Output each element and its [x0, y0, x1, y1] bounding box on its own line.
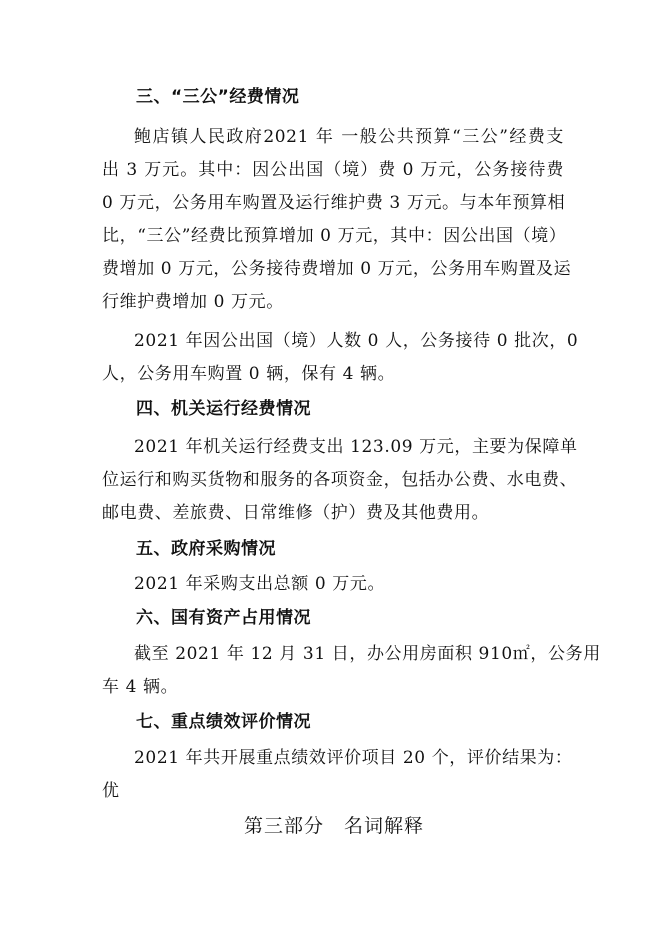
section-3-para2-line-1: 2021 年因公出国（境）人数 0 人，公务接待 0 批次，0	[134, 331, 579, 351]
section-3-para1-line-6: 行维护费增加 0 万元。	[102, 292, 284, 312]
section-4-heading: 四、机关运行经费情况	[136, 399, 311, 419]
section-3-para1-line-4: 比，“三公”经费比预算增加 0 万元，其中：因公出国（境）	[102, 226, 567, 246]
section-5-para1-line-1: 2021 年采购支出总额 0 万元。	[134, 574, 386, 594]
section-4-para1-line-1: 2021 年机关运行经费支出 123.09 万元，主要为保障单	[134, 437, 578, 457]
section-7-para1-line-2: 优	[102, 781, 120, 801]
section-5-heading: 五、政府采购情况	[136, 539, 276, 559]
section-6-para1-line-2: 车 4 辆。	[102, 677, 179, 697]
section-3-para1-line-2: 出 3 万元。其中：因公出国（境）费 0 万元，公务接待费	[102, 160, 564, 180]
part-3-title: 第三部分 名词解释	[244, 815, 425, 837]
section-3-para1-line-3: 0 万元，公务用车购置及运行维护费 3 万元。与本年预算相	[102, 193, 566, 213]
section-4-para1-line-3: 邮电费、差旅费、日常维修（护）费及其他费用。	[102, 503, 490, 523]
section-3-para1-line-1: 鲍店镇人民政府2021 年 一般公共预算“三公”经费支	[134, 127, 564, 147]
section-6-heading: 六、国有资产占用情况	[136, 608, 311, 628]
section-3-para2-line-2: 人，公务用车购置 0 辆，保有 4 辆。	[102, 364, 396, 384]
section-4-para1-line-2: 位运行和购买货物和服务的各项资金，包括办公费、水电费、	[102, 470, 578, 490]
section-3-para1-line-5: 费增加 0 万元，公务接待费增加 0 万元，公务用车购置及运	[102, 259, 572, 279]
section-6-para1-line-1: 截至 2021 年 12 月 31 日，办公用房面积 910㎡，公务用	[134, 644, 601, 664]
section-3-heading: 三、“三公”经费情况	[136, 87, 300, 107]
section-7-heading: 七、重点绩效评价情况	[136, 712, 311, 732]
section-7-para1-line-1: 2021 年共开展重点绩效评价项目 20 个，评价结果为：	[134, 748, 573, 768]
